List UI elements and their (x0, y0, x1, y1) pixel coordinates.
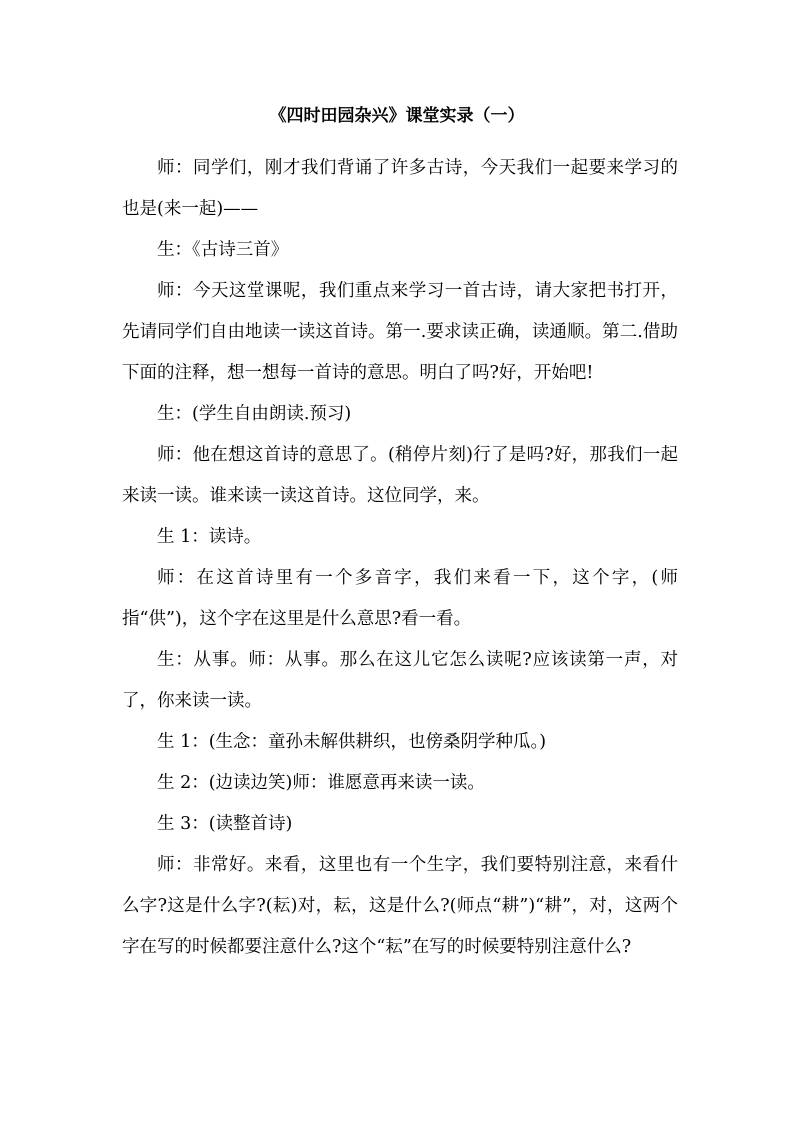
paragraph-7: 师：在这首诗里有一个多音字，我们来看一下，这个字，(师指“供”)，这个字在这里是什么意思?看一看。 (122, 568, 678, 629)
paragraph-11: 生 3：(读整首诗) (157, 814, 293, 834)
paragraph-9: 生 1：(生念：童孙未解供耕织，也傍桑阴学种瓜。) (157, 732, 547, 752)
paragraph-2: 生：《古诗三首》 (157, 240, 289, 260)
document-body (122, 148, 678, 968)
paragraph-3: 师：今天这堂课呢，我们重点来学习一首古诗，请大家把书打开，先请同学们自由地读一读这首诗。第一.要求读正确，读通顺。第二.借助下面的注释，想一想每一首诗的意思。明白了吗?好，开始吧! (122, 281, 678, 383)
document-title: 《四时田园杂兴》课堂实录（一） (269, 106, 525, 126)
paragraph-10: 生 2：(边读边笑)师：谁愿意再来读一读。 (157, 773, 485, 793)
paragraph-12: 师：非常好。来看，这里也有一个生字，我们要特别注意，来看什么字?这是什么字?(耘)对，耘，这是什么?(师点“耕”)“耕”，对，这两个字在写的时候都要注意什么?这个“耘”在写的时候要特别注意什么? (122, 855, 678, 957)
paragraph-8: 生：从事。师：从事。那么在这儿它怎么读呢?应该读第一声，对了，你来读一读。 (122, 650, 678, 711)
paragraph-5: 师：他在想这首诗的意思了。(稍停片刻)行了是吗?好，那我们一起来读一读。谁来读一读这首诗。这位同学，来。 (122, 445, 678, 506)
paragraph-4: 生：(学生自由朗读.预习) (157, 404, 352, 424)
paragraph-1: 师：同学们，刚才我们背诵了许多古诗，今天我们一起要来学习的也是(来一起)—— (122, 158, 678, 219)
paragraph-6: 生 1：读诗。 (157, 527, 262, 547)
